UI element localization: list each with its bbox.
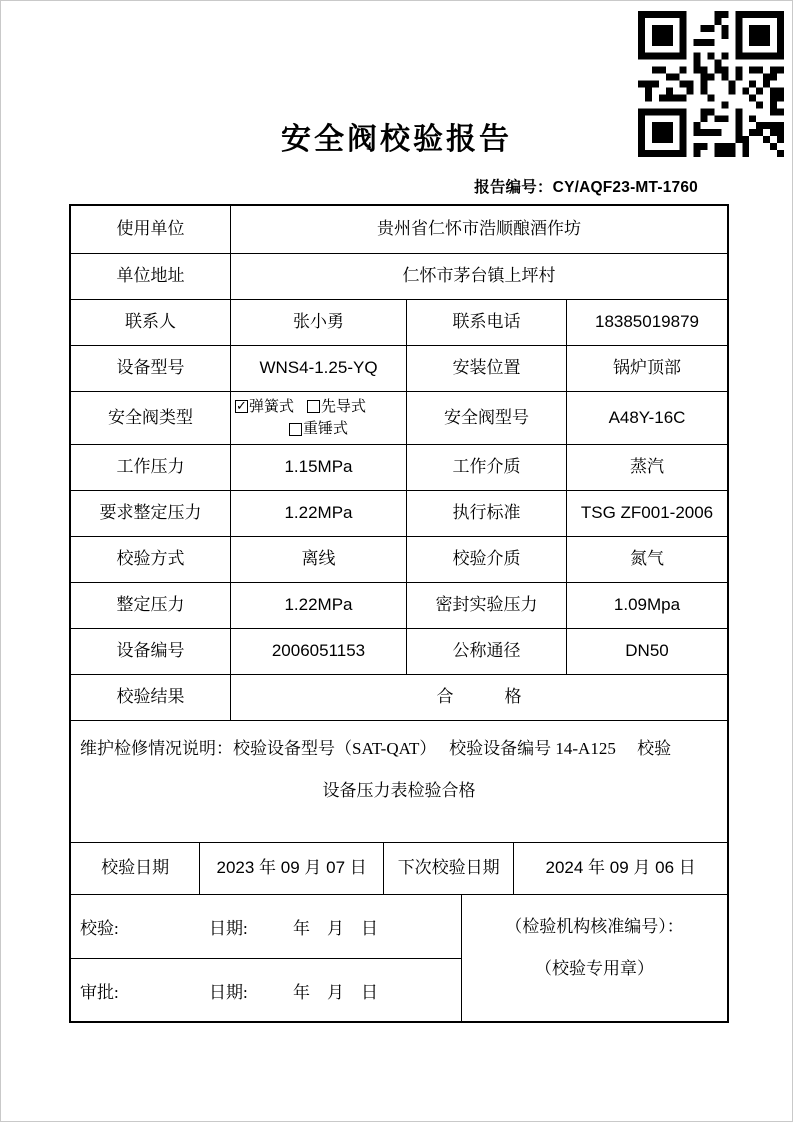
- execution-standard-label: 执行标准: [406, 491, 566, 536]
- execution-standard-value: TSG ZF001-2006: [566, 491, 727, 536]
- valve-type-options: [230, 392, 406, 444]
- table-row: [71, 490, 727, 536]
- calibration-method-label: 校验方式: [116, 549, 185, 569]
- report-number-value: CY/AQF23-MT-1760: [552, 179, 698, 196]
- calibration-method-value: 离线: [230, 537, 406, 582]
- calibrator-signature-row: [71, 895, 461, 958]
- checkbox-spring-icon: ✓: [236, 399, 247, 415]
- working-pressure-label: 工作压力: [116, 457, 185, 477]
- valve-model-label: 安全阀型号: [406, 392, 566, 444]
- table-row: [71, 345, 727, 391]
- set-pressure-value: 1.22MPa: [230, 583, 406, 628]
- stamp-area: [461, 895, 727, 1021]
- approval-number-line: （检验机构核准编号）：: [505, 917, 684, 936]
- checkbox-spring-type: [235, 397, 294, 417]
- device-number-value: 2006051153: [230, 629, 406, 674]
- table-row: [71, 299, 727, 345]
- calibrator-label: 校验:: [80, 919, 119, 938]
- working-pressure-value: 1.15MPa: [230, 445, 406, 490]
- checkbox-lever-type: [289, 419, 348, 439]
- nominal-diameter-value: DN50: [566, 629, 727, 674]
- contact-person-value: 张小勇: [230, 300, 406, 345]
- qr-code-icon: [638, 11, 784, 157]
- working-medium-label: 工作介质: [406, 445, 566, 490]
- checkbox-pilot-icon: [307, 400, 320, 413]
- company-address-value: 仁怀市茅台镇上坪村: [230, 254, 727, 299]
- table-row: [71, 253, 727, 299]
- checkbox-spring-label: 弹簧式: [249, 398, 295, 415]
- checkbox-pilot-type: [307, 397, 366, 417]
- contact-phone-value: 18385019879: [566, 300, 727, 345]
- user-company-value: 贵州省仁怀市浩顺酿酒作坊: [230, 206, 727, 253]
- install-position-label: 安装位置: [406, 346, 566, 391]
- checkbox-pilot-label: 先导式: [321, 398, 367, 415]
- next-calibration-date-value: 2024 年 09 月 06 日: [513, 843, 727, 894]
- calibration-date-value: 2023 年 09 月 07 日: [199, 843, 383, 894]
- contact-phone-label: 联系电话: [406, 300, 566, 345]
- special-seal-line: （校验专用章）: [535, 959, 654, 978]
- calibrator-ymd: 年 月 日: [293, 919, 378, 938]
- approver-date-label: 日期:: [209, 982, 248, 1002]
- maintenance-note-line2: 设备压力表检验合格: [322, 781, 476, 800]
- working-medium-value: 蒸汽: [566, 445, 727, 490]
- valve-type-line1: [233, 397, 404, 417]
- set-pressure-label: 整定压力: [116, 595, 185, 615]
- calibration-medium-value: 氮气: [566, 537, 727, 582]
- maintenance-note-line1: 维护检修情况说明：校验设备型号（SAT-QAT） 校验设备编号 14-A125 校验: [80, 739, 672, 758]
- approver-signature-row: [71, 958, 461, 1021]
- signature-rows: [71, 895, 461, 1021]
- table-row: [71, 391, 727, 444]
- contact-person-label: 联系人: [125, 312, 176, 332]
- device-model-value: WNS4-1.25-YQ: [230, 346, 406, 391]
- table-row: [71, 674, 727, 720]
- device-number-label: 设备编号: [116, 641, 185, 661]
- report-number-label: 报告编号：: [474, 179, 553, 196]
- calibration-result-value: 合 格: [230, 675, 727, 720]
- table-row: [71, 536, 727, 582]
- maintenance-note: [71, 720, 727, 842]
- device-model-label: 设备型号: [116, 358, 185, 378]
- seal-test-pressure-label: 密封实验压力: [406, 583, 566, 628]
- valve-model-value: A48Y-16C: [566, 392, 727, 444]
- install-position-value: 锅炉顶部: [566, 346, 727, 391]
- required-set-pressure-label: 要求整定压力: [99, 503, 202, 523]
- report-table: [69, 204, 729, 1023]
- report-number: [1, 175, 698, 197]
- valve-type-label: 安全阀类型: [108, 407, 193, 427]
- table-row: [71, 842, 727, 894]
- approver-label: 审批:: [80, 982, 119, 1002]
- table-row: [71, 444, 727, 490]
- valve-type-line2: [233, 419, 404, 439]
- required-set-pressure-value: 1.22MPa: [230, 491, 406, 536]
- checkbox-lever-icon: [289, 423, 302, 436]
- table-row: [71, 582, 727, 628]
- page-title: 安全阀校验报告: [281, 123, 512, 156]
- seal-test-pressure-value: 1.09Mpa: [566, 583, 727, 628]
- checkbox-lever-label: 重锤式: [302, 421, 348, 437]
- calibration-result-label: 校验结果: [116, 687, 185, 707]
- user-company-label: 使用单位: [116, 219, 185, 239]
- company-address-label: 单位地址: [116, 266, 185, 286]
- approver-ymd: 年 月 日: [293, 982, 378, 1002]
- next-calibration-date-label: 下次校验日期: [383, 843, 513, 894]
- table-row: [71, 628, 727, 674]
- calibration-medium-label: 校验介质: [406, 537, 566, 582]
- table-row: [71, 206, 727, 253]
- signoff-section: [71, 894, 727, 1021]
- nominal-diameter-label: 公称通径: [406, 629, 566, 674]
- calibration-date-label: 校验日期: [101, 858, 170, 878]
- calibrator-date-label: 日期:: [209, 919, 248, 938]
